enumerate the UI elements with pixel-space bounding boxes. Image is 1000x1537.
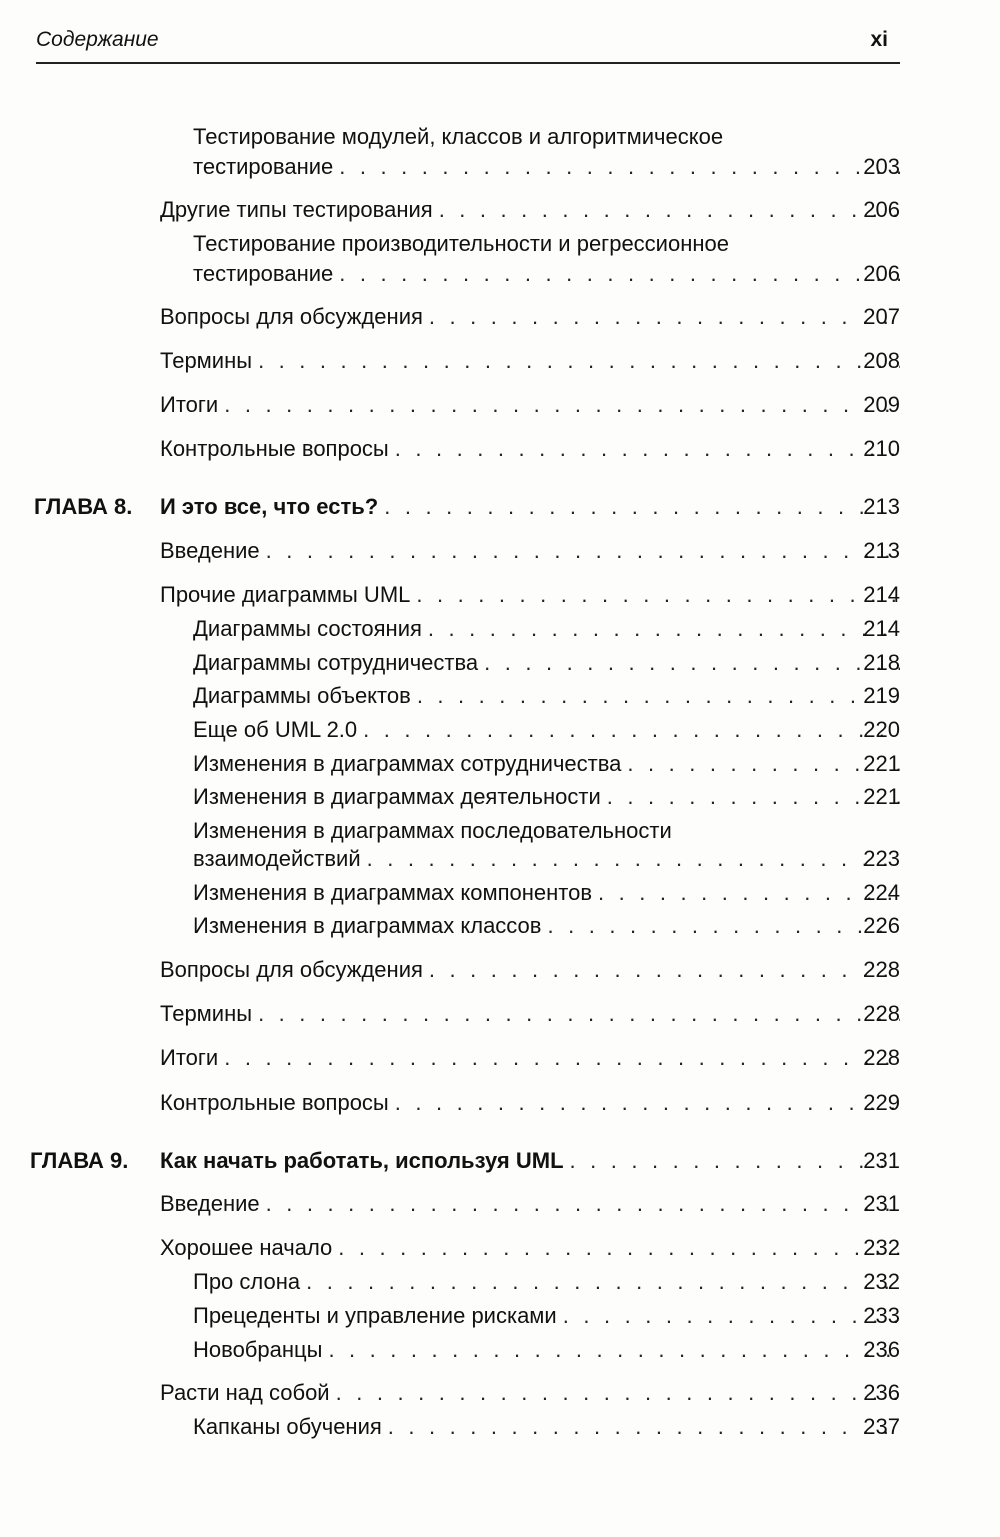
dot-leader <box>339 259 900 289</box>
toc-entry-text: Введение <box>160 1191 260 1216</box>
dot-leader <box>224 390 900 420</box>
dot-leader <box>388 1412 900 1442</box>
dot-leader <box>336 1378 900 1408</box>
toc-page-number: 232 <box>863 1269 900 1294</box>
toc-page-number: 228 <box>863 1045 900 1070</box>
toc-entry-text: Итоги <box>160 1045 219 1070</box>
dot-leader <box>338 1233 900 1263</box>
toc-entry-text: И это все, что есть? <box>160 494 379 519</box>
toc-page-number: 213 <box>863 494 900 519</box>
toc-page-number: 228 <box>863 957 900 982</box>
toc-entry[interactable] <box>0 229 1000 289</box>
toc-page-number: 233 <box>863 1303 900 1328</box>
toc-entry[interactable] <box>0 122 1000 182</box>
dot-leader <box>429 955 900 985</box>
toc-entry-text: Термины <box>160 348 253 373</box>
toc-page-number: 207 <box>863 304 900 329</box>
toc-page-number: 226 <box>863 913 900 938</box>
toc-entry-text: Новобранцы <box>193 1337 323 1362</box>
toc-entry-text: Расти над собой <box>160 1380 330 1405</box>
toc-entry-text: Итоги <box>160 392 219 417</box>
toc-entry-text: Изменения в диаграммах классов <box>193 913 542 938</box>
dot-leader <box>339 152 900 182</box>
chapter-label: ГЛАВА 9. <box>30 1148 129 1173</box>
toc-page-number: 213 <box>863 538 900 563</box>
dot-leader <box>484 648 900 678</box>
toc-entry-text: Контрольные вопросы <box>160 1090 389 1115</box>
toc-page-number: 214 <box>863 582 900 607</box>
dot-leader <box>429 302 900 332</box>
toc-page-number: 206 <box>863 261 900 286</box>
dot-leader <box>417 681 900 711</box>
toc-page-number: 237 <box>863 1414 900 1439</box>
toc-entry-text: Изменения в диаграммах деятельности <box>193 784 601 809</box>
toc-entry-text: Изменения в диаграммах компонентов <box>193 880 593 905</box>
running-title: Содержание <box>36 28 159 51</box>
toc-entry-text: Другие типы тестирования <box>160 197 433 222</box>
dot-leader <box>395 1088 900 1118</box>
toc-page-number: 218 <box>863 650 900 675</box>
toc-page-number: 231 <box>863 1148 900 1173</box>
toc-page-number: 236 <box>863 1380 900 1405</box>
toc-entry-text-line1: Тестирование модулей, классов и алгоритмическое <box>193 124 724 149</box>
dot-leader <box>224 1043 900 1073</box>
toc-page-number: 219 <box>863 683 900 708</box>
toc-entry-text: Еще об UML 2.0 <box>193 717 358 742</box>
toc-page-number: 209 <box>863 392 900 417</box>
toc-entry-text: Капканы обучения <box>193 1414 382 1439</box>
toc-page-number: 210 <box>863 436 900 461</box>
toc-page-number: 232 <box>863 1235 900 1260</box>
toc-page-number: 221 <box>863 784 900 809</box>
toc-entry-text: взаимодействий <box>193 846 361 871</box>
dot-leader <box>306 1267 900 1297</box>
toc-entry-text: тестирование <box>193 261 334 286</box>
page-number: xi <box>870 28 888 51</box>
toc-entry-text: Диаграммы объектов <box>193 683 411 708</box>
toc-page-number: 229 <box>863 1090 900 1115</box>
toc-page-number: 223 <box>863 846 900 871</box>
toc-page-number: 208 <box>863 348 900 373</box>
toc-entry-text: Контрольные вопросы <box>160 436 389 461</box>
chapter-label: ГЛАВА 8. <box>34 494 133 519</box>
toc-entry-text: Диаграммы сотрудничества <box>193 650 479 675</box>
toc-entry-text: Прочие диаграммы UML <box>160 582 411 607</box>
dot-leader <box>258 346 900 376</box>
toc-entry-text: тестирование <box>193 154 334 179</box>
dot-leader <box>416 580 900 610</box>
toc-entry-text: Термины <box>160 1001 253 1026</box>
toc-entry-text: Введение <box>160 538 260 563</box>
dot-leader <box>439 195 900 225</box>
toc-page-number: 224 <box>863 880 900 905</box>
toc-entry-text-line1: Тестирование производительности и регрессионное <box>193 231 729 256</box>
toc-entry[interactable] <box>0 816 1000 876</box>
dot-leader <box>384 492 900 522</box>
page-header <box>36 28 900 64</box>
dot-leader <box>328 1335 900 1365</box>
dot-leader <box>428 614 900 644</box>
toc-page-number: 214 <box>863 616 900 641</box>
toc-page-number: 231 <box>863 1191 900 1216</box>
toc-entry-text: Как начать работать, используя UML <box>160 1148 564 1173</box>
dot-leader <box>258 999 900 1029</box>
toc-entry-text: Диаграммы состояния <box>193 616 422 641</box>
toc-entry-text: Вопросы для обсуждения <box>160 304 423 329</box>
dot-leader <box>363 715 900 745</box>
toc-entry-text: Хорошее начало <box>160 1235 333 1260</box>
dot-leader <box>266 1189 900 1219</box>
toc-page-number: 206 <box>863 197 900 222</box>
dot-leader <box>395 434 900 464</box>
dot-leader <box>266 536 900 566</box>
toc-page-number: 228 <box>863 1001 900 1026</box>
toc-page-number: 221 <box>863 751 900 776</box>
toc-entry-text-line1: Изменения в диаграммах последовательности <box>193 818 672 843</box>
toc-entry-text: Прецеденты и управление рисками <box>193 1303 557 1328</box>
toc-page-number: 220 <box>863 717 900 742</box>
toc-entry-text: Про слона <box>193 1269 301 1294</box>
toc-entry-text: Вопросы для обсуждения <box>160 957 423 982</box>
dot-leader <box>367 844 900 874</box>
toc-page-number: 236 <box>863 1337 900 1362</box>
toc-entry-text: Изменения в диаграммах сотрудничества <box>193 751 622 776</box>
toc-page-number: 203 <box>863 154 900 179</box>
